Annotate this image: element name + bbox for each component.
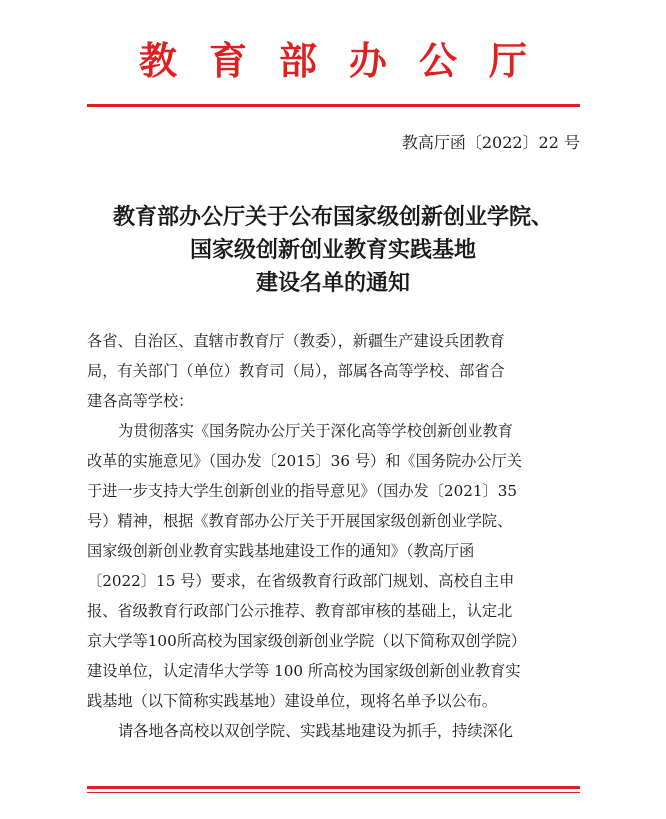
paragraph-line: 〔2022〕15 号）要求，在省级教育行政部门规划、高校自主申 bbox=[87, 572, 515, 590]
footer-divider-thin bbox=[87, 792, 580, 793]
addressee-line: 局，有关部门（单位）教育司（局），部属各高等学校、部省合 bbox=[87, 362, 505, 380]
addressee-line: 建各高等学校： bbox=[87, 392, 194, 410]
title-line: 建设名单的通知 bbox=[255, 271, 410, 296]
paragraph-line: 请各地各高校以双创学院、实践基地建设为抓手，持续深化 bbox=[118, 722, 513, 740]
paragraph-line: 号）精神，根据《教育部办公厅关于开展国家级创新创业学院、 bbox=[87, 512, 513, 530]
addressee-line: 各省、自治区、直辖市教育厅（教委），新疆生产建设兵团教育 bbox=[87, 332, 505, 350]
header-divider bbox=[87, 104, 580, 107]
document-body bbox=[87, 326, 587, 746]
issuing-office-header: 教育部办公厅 bbox=[138, 38, 559, 83]
paragraph-line: 改革的实施意见》（国办发〔2015〕36 号）和《国务院办公厅关 bbox=[87, 452, 522, 470]
paragraph-line: 为贯彻落实《国务院办公厅关于深化高等学校创新创业教育 bbox=[118, 422, 513, 440]
paragraph-line: 国家级创新创业教育实践基地建设工作的通知》（教高厅函 bbox=[87, 542, 475, 560]
document-title bbox=[0, 201, 666, 300]
title-line: 教育部办公厅关于公布国家级创新创业学院、 bbox=[112, 205, 553, 230]
paragraph-line: 京大学等100所高校为国家级创新创业学院（以下简称双创学院） bbox=[87, 632, 527, 650]
paragraph-line: 于进一步支持大学生创新创业的指导意见》（国办发〔2021〕35 bbox=[87, 482, 518, 500]
title-line: 国家级创新创业教育实践基地 bbox=[189, 238, 476, 263]
document-number: 教高厅函〔2022〕22 号 bbox=[401, 133, 580, 152]
paragraph-line: 建设单位，认定清华大学等 100 所高校为国家级创新创业教育实 bbox=[87, 662, 521, 680]
paragraph-line: 践基地（以下简称实践基地）建设单位，现将名单予以公布。 bbox=[87, 692, 498, 710]
paragraph-line: 报、省级教育行政部门公示推荐、教育部审核的基础上，认定北 bbox=[87, 602, 513, 620]
footer-divider-thick bbox=[87, 786, 580, 789]
